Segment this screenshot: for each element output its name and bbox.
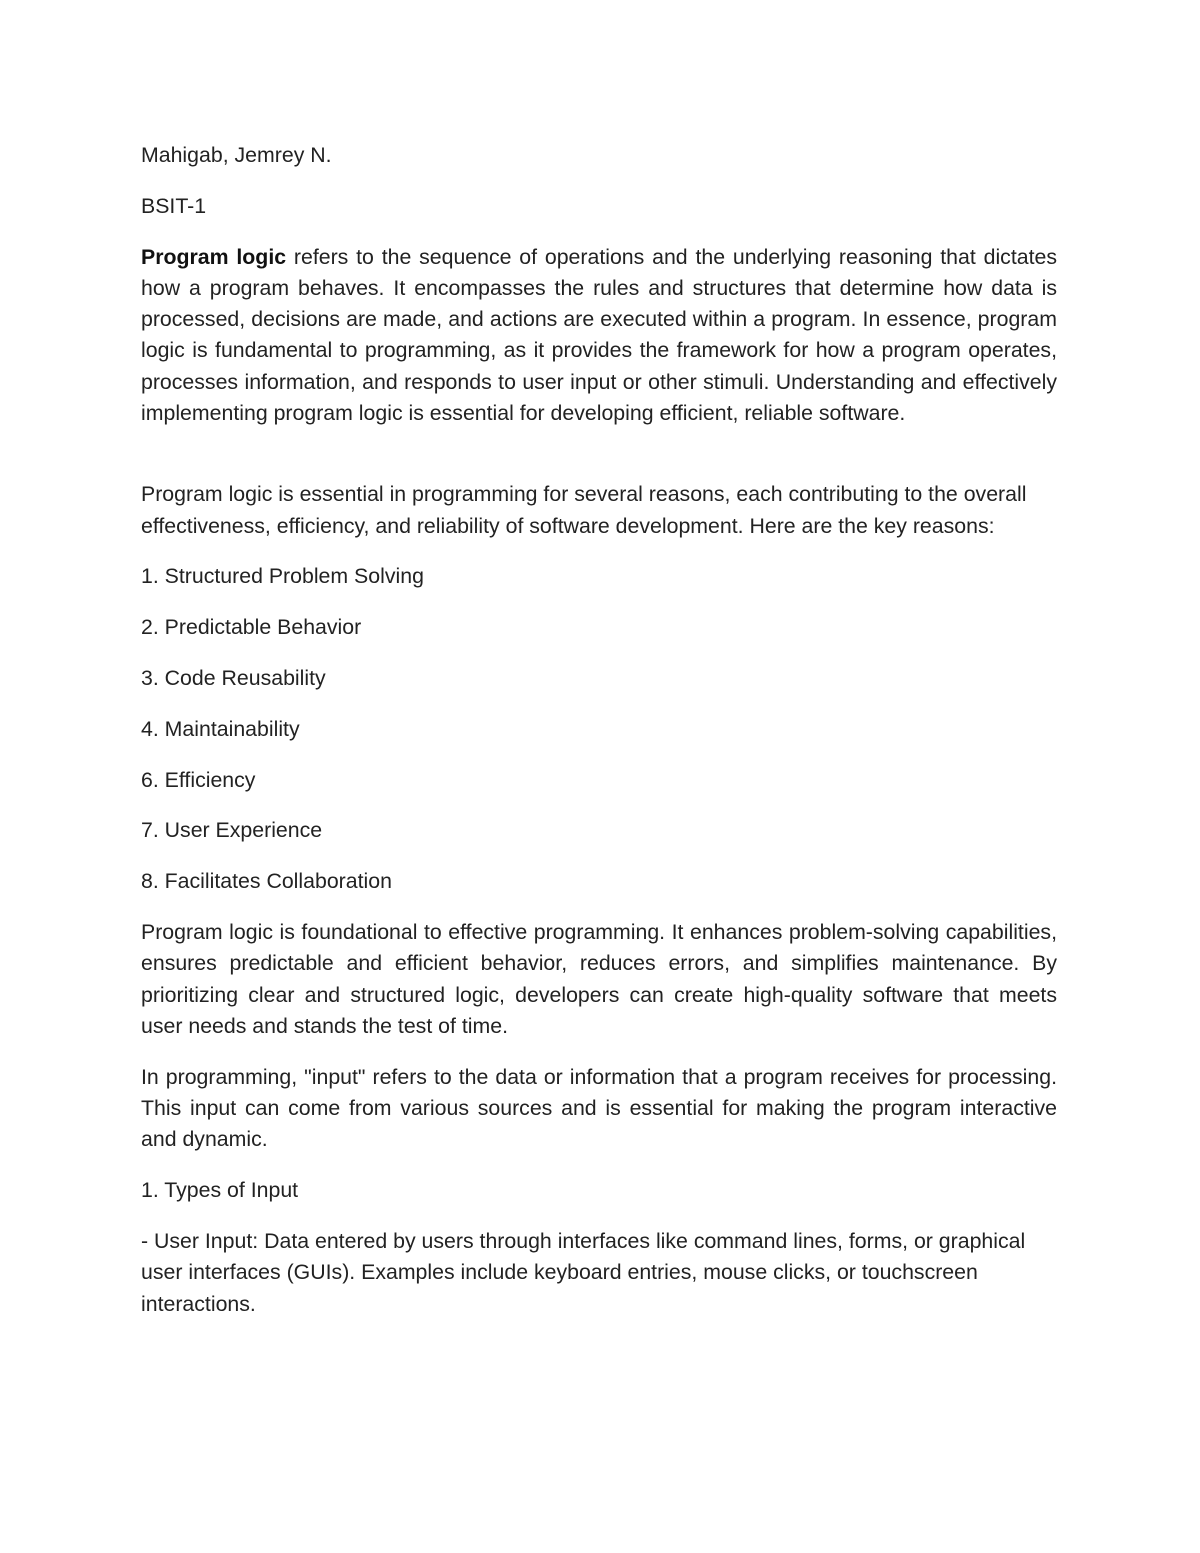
input-types-heading: 1. Types of Input [141,1178,299,1203]
reasons-conclusion: Program logic is foundational to effective programming. It enhances problem-solving capabilities, ensures predictable and efficient behavior, reduces errors, and simplifies maintenance. By prioritizing clear and structured logic, developers can create high-quality software that meets user needs and stands the test of time. [141,920,1057,1038]
list-item: 7. User Experience [141,818,323,843]
input-intro: In programming, "input" refers to the data or information that a program receives for processing. This input can come from various sources and is essential for making the program interactive and dynamic. [141,1064,1057,1152]
user-input-paragraph: - User Input: Data entered by users through interfaces like command lines, forms, or graphical user interfaces (GUIs). Examples include keyboard entries, mouse clicks, or touchscreen interactions. [141,1228,1026,1316]
list-item: 2. Predictable Behavior [141,615,362,640]
intro-term: Program logic [141,244,287,269]
reasons-intro: Program logic is essential in programming for several reasons, each contributing to the overall effectiveness, efficiency, and reliability of software development. Here are the key reasons: [141,482,1027,538]
intro-text: refers to the sequence of operations and the underlying reasoning that dictates how a program behaves. It encompasses the rules and structures that determine how data is processed, decisions are made, and actions are executed within a program. In essence, program logic is fundamental to programming, as it provides the framework for how a program operates, processes information, and responds to user input or other stimuli. Understanding and effectively implementing program logic is essential for developing efficient, reliable software. [141,244,1057,426]
document-body [141,140,1057,1339]
list-item: 4. Maintainability [141,716,300,741]
student-name: Mahigab, Jemrey N. [141,143,332,167]
student-section: BSIT-1 [141,193,207,218]
list-item: 6. Efficiency [141,767,256,792]
list-item: 3. Code Reusability [141,666,326,691]
intro-paragraph [141,242,1057,430]
list-item: 8. Facilitates Collaboration [141,869,392,894]
list-item: 1. Structured Problem Solving [141,564,424,589]
